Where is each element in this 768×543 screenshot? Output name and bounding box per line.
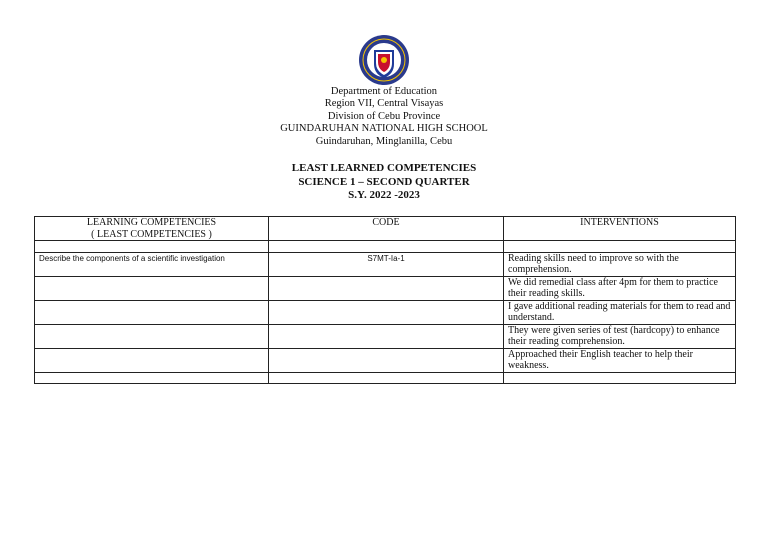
title-line-2: SCIENCE 1 – SECOND QUARTER: [298, 175, 470, 188]
intervention-cell: I gave additional reading materials for them to read and understand.: [504, 301, 736, 325]
title-line-1: LEAST LEARNED COMPETENCIES: [291, 162, 477, 174]
table-row: [35, 277, 736, 301]
table-row: [35, 253, 736, 277]
table-cell: [504, 373, 736, 384]
intervention-cell: Reading skills need to improve so with the comprehension.: [504, 253, 736, 277]
table-row: [35, 373, 736, 384]
competency-cell: [35, 325, 269, 349]
intervention-cell: They were given series of test (hardcopy) to enhance their reading comprehension.: [504, 325, 736, 349]
intervention-cell: Approached their English teacher to help their weakness.: [504, 349, 736, 373]
table-cell: [504, 241, 736, 253]
table-row: [35, 325, 736, 349]
header-code: CODE: [269, 217, 504, 241]
title-line-3: S.Y. 2022 -2023: [348, 189, 420, 202]
region-line: Region VII, Central Visayas: [324, 98, 444, 110]
deped-seal-icon: [358, 34, 410, 86]
code-cell: [269, 277, 504, 301]
intervention-cell: We did remedial class after 4pm for them to practice their reading skills.: [504, 277, 736, 301]
competency-cell: Describe the components of a scientific investigation: [35, 253, 269, 277]
school-name: GUINDARUHAN NATIONAL HIGH SCHOOL: [280, 123, 488, 135]
department-line: Department of Education: [330, 86, 438, 97]
header-competencies: [35, 217, 269, 241]
code-cell: [269, 301, 504, 325]
division-line: Division of Cebu Province: [327, 110, 441, 122]
code-cell: [269, 325, 504, 349]
table-row: [35, 241, 736, 253]
table-cell: [269, 373, 504, 384]
school-address: Guindaruhan, Minglanilla, Cebu: [315, 135, 453, 147]
table-cell: [269, 241, 504, 253]
competency-cell: [35, 301, 269, 325]
table-cell: [35, 241, 269, 253]
table-cell: [35, 373, 269, 384]
table-row: [35, 301, 736, 325]
code-cell: [269, 349, 504, 373]
code-cell: S7MT-Ia-1: [269, 253, 504, 277]
header-competencies-label: LEARNING COMPETENCIES: [86, 217, 217, 228]
competency-cell: [35, 277, 269, 301]
letterhead: [0, 86, 768, 148]
document-title: [0, 162, 768, 203]
table-header-row: [35, 217, 736, 241]
table-row: [35, 349, 736, 373]
competencies-table: [34, 216, 736, 384]
header-competencies-sublabel: ( LEAST COMPETENCIES ): [91, 228, 212, 240]
competency-cell: [35, 349, 269, 373]
header-interventions: INTERVENTIONS: [504, 217, 736, 241]
